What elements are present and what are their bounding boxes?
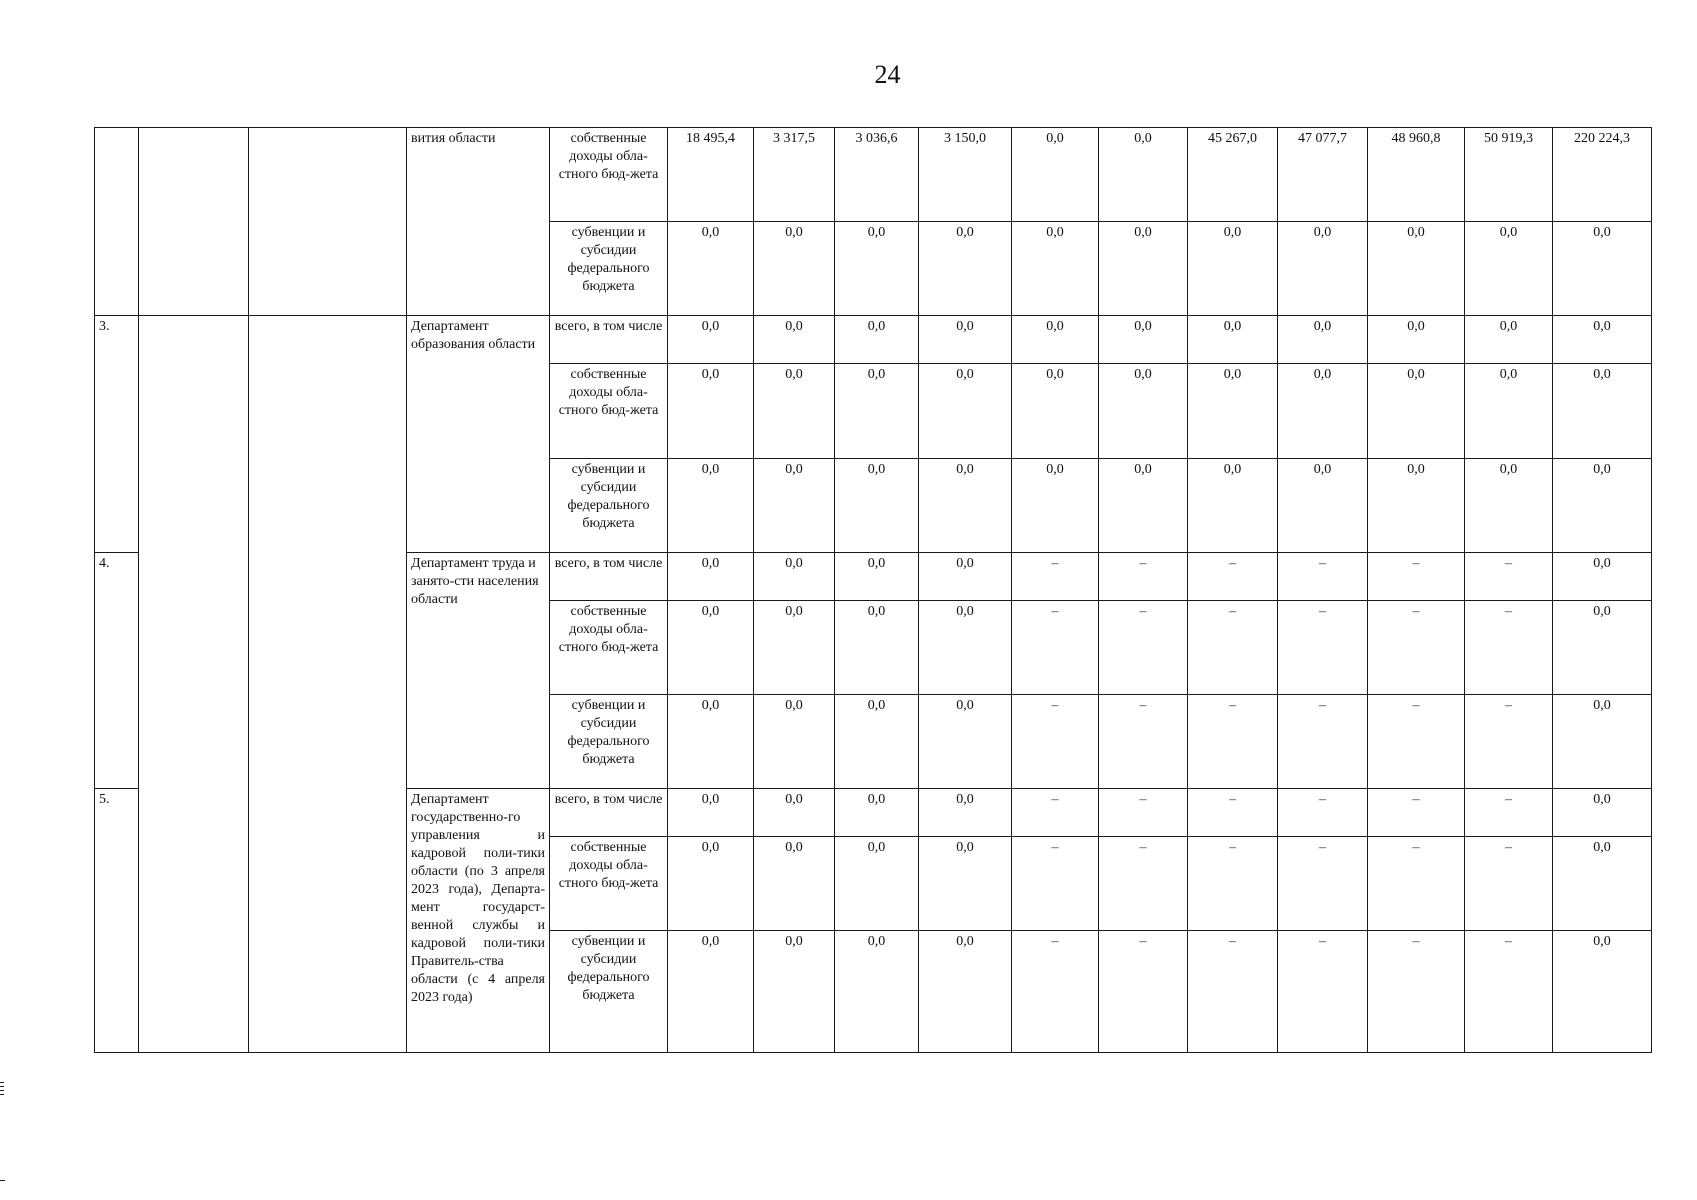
value-cell: 0,0 xyxy=(1368,222,1465,316)
table-row xyxy=(95,316,1652,364)
funding-source: субвенции и субсидии федерального бюджета xyxy=(550,459,668,553)
value-cell: – xyxy=(1368,553,1465,601)
department-name: Департамент труда и занято-сти населения области xyxy=(407,553,550,789)
value-cell: – xyxy=(1012,553,1099,601)
funding-source: собственные доходы обла-стного бюд-жета xyxy=(550,364,668,459)
value-cell: 0,0 xyxy=(754,789,835,837)
department-name: вития области xyxy=(407,128,550,316)
value-cell: 0,0 xyxy=(1012,459,1099,553)
value-cell: 0,0 xyxy=(835,789,919,837)
value-cell: 0,0 xyxy=(1278,222,1368,316)
value-cell: 0,0 xyxy=(1465,316,1553,364)
row-number xyxy=(95,128,139,316)
value-cell: 0,0 xyxy=(835,601,919,695)
scan-margin-marks xyxy=(0,1082,4,1102)
value-cell: – xyxy=(1368,789,1465,837)
value-cell: 0,0 xyxy=(668,695,754,789)
value-cell: 0,0 xyxy=(1099,222,1188,316)
value-cell: 3 036,6 xyxy=(835,128,919,222)
value-cell: 0,0 xyxy=(919,789,1012,837)
value-cell: – xyxy=(1465,931,1553,1053)
value-cell: – xyxy=(1012,931,1099,1053)
value-cell: 0,0 xyxy=(668,316,754,364)
funding-source: собственные доходы обла-стного бюд-жета xyxy=(550,837,668,931)
value-cell: 0,0 xyxy=(835,553,919,601)
value-cell: 0,0 xyxy=(835,931,919,1053)
funding-source: субвенции и субсидии федерального бюджета xyxy=(550,931,668,1053)
value-cell: 0,0 xyxy=(835,837,919,931)
funding-source: собственные доходы обла-стного бюд-жета xyxy=(550,601,668,695)
budget-table xyxy=(94,127,1652,1053)
value-cell: – xyxy=(1099,695,1188,789)
department-name: Департамент государственно-го управления и кадровой поли-тики области (по 3 апреля 2023 года), Департа-мент государст-венной службы и кадровой поли-тики Правитель-ства области (с 4 апреля 2023 года) xyxy=(407,789,550,1053)
value-cell: 0,0 xyxy=(1553,931,1652,1053)
value-cell: 0,0 xyxy=(1553,459,1652,553)
value-cell: 0,0 xyxy=(754,931,835,1053)
value-cell: – xyxy=(1278,789,1368,837)
value-cell: – xyxy=(1465,837,1553,931)
value-cell: 0,0 xyxy=(919,553,1012,601)
row-number: 4. xyxy=(95,553,139,789)
value-cell: 0,0 xyxy=(1099,316,1188,364)
program-cell xyxy=(139,316,249,1053)
value-cell: – xyxy=(1368,931,1465,1053)
value-cell: 0,0 xyxy=(1553,222,1652,316)
value-cell: 0,0 xyxy=(835,695,919,789)
value-cell: 0,0 xyxy=(1012,128,1099,222)
value-cell: 0,0 xyxy=(754,601,835,695)
value-cell: 0,0 xyxy=(835,222,919,316)
funding-source: всего, в том числе xyxy=(550,553,668,601)
value-cell: 0,0 xyxy=(1278,364,1368,459)
value-cell: – xyxy=(1188,553,1278,601)
value-cell: 0,0 xyxy=(1188,364,1278,459)
funding-source: всего, в том числе xyxy=(550,316,668,364)
value-cell: 0,0 xyxy=(1012,316,1099,364)
value-cell: 0,0 xyxy=(1012,222,1099,316)
value-cell: 0,0 xyxy=(1553,695,1652,789)
table-row xyxy=(95,128,1652,222)
value-cell: 0,0 xyxy=(919,837,1012,931)
value-cell: 0,0 xyxy=(1099,128,1188,222)
funding-source: субвенции и субсидии федерального бюджета xyxy=(550,695,668,789)
value-cell: – xyxy=(1099,601,1188,695)
value-cell: 0,0 xyxy=(754,695,835,789)
value-cell: – xyxy=(1012,695,1099,789)
value-cell: 0,0 xyxy=(919,601,1012,695)
value-cell: – xyxy=(1278,553,1368,601)
value-cell: 0,0 xyxy=(1553,364,1652,459)
value-cell: 0,0 xyxy=(1278,316,1368,364)
value-cell: 0,0 xyxy=(1465,459,1553,553)
value-cell: – xyxy=(1188,931,1278,1053)
value-cell: 0,0 xyxy=(919,316,1012,364)
value-cell: 0,0 xyxy=(668,837,754,931)
value-cell: 0,0 xyxy=(754,553,835,601)
value-cell: 18 495,4 xyxy=(668,128,754,222)
value-cell: 45 267,0 xyxy=(1188,128,1278,222)
value-cell: 0,0 xyxy=(919,364,1012,459)
value-cell: – xyxy=(1278,695,1368,789)
value-cell: 0,0 xyxy=(754,222,835,316)
value-cell: 0,0 xyxy=(1368,459,1465,553)
value-cell: 0,0 xyxy=(668,222,754,316)
value-cell: 0,0 xyxy=(1553,316,1652,364)
value-cell: 0,0 xyxy=(754,364,835,459)
value-cell: 47 077,7 xyxy=(1278,128,1368,222)
value-cell: – xyxy=(1188,695,1278,789)
value-cell: – xyxy=(1188,789,1278,837)
value-cell: 0,0 xyxy=(919,931,1012,1053)
value-cell: 0,0 xyxy=(1465,364,1553,459)
value-cell: 0,0 xyxy=(919,459,1012,553)
value-cell: 3 150,0 xyxy=(919,128,1012,222)
value-cell: – xyxy=(1278,931,1368,1053)
value-cell: – xyxy=(1012,789,1099,837)
value-cell: – xyxy=(1099,931,1188,1053)
value-cell: – xyxy=(1465,789,1553,837)
value-cell: – xyxy=(1188,837,1278,931)
value-cell: 0,0 xyxy=(754,316,835,364)
value-cell: – xyxy=(1465,553,1553,601)
value-cell: 0,0 xyxy=(1553,601,1652,695)
value-cell: – xyxy=(1278,837,1368,931)
value-cell: 48 960,8 xyxy=(1368,128,1465,222)
value-cell: 0,0 xyxy=(919,222,1012,316)
value-cell: – xyxy=(1099,789,1188,837)
value-cell: – xyxy=(1278,601,1368,695)
value-cell: – xyxy=(1465,601,1553,695)
value-cell: – xyxy=(1099,837,1188,931)
value-cell: 0,0 xyxy=(835,316,919,364)
value-cell: 0,0 xyxy=(1188,459,1278,553)
value-cell: 3 317,5 xyxy=(754,128,835,222)
value-cell: – xyxy=(1368,695,1465,789)
value-cell: 0,0 xyxy=(668,459,754,553)
value-cell: – xyxy=(1465,695,1553,789)
measure-cell xyxy=(249,316,407,1053)
value-cell: 0,0 xyxy=(1012,364,1099,459)
scan-margin-dash xyxy=(0,1180,5,1181)
value-cell: 0,0 xyxy=(835,364,919,459)
value-cell: – xyxy=(1188,601,1278,695)
value-cell: 0,0 xyxy=(1188,316,1278,364)
value-cell: – xyxy=(1012,837,1099,931)
value-cell: – xyxy=(1368,601,1465,695)
department-name: Департамент образования области xyxy=(407,316,550,553)
value-cell: – xyxy=(1368,837,1465,931)
value-cell: 0,0 xyxy=(668,931,754,1053)
value-cell: – xyxy=(1099,553,1188,601)
value-cell: 0,0 xyxy=(919,695,1012,789)
value-cell: 0,0 xyxy=(1099,459,1188,553)
measure-cell xyxy=(249,128,407,316)
value-cell: 0,0 xyxy=(754,459,835,553)
value-cell: 0,0 xyxy=(1553,553,1652,601)
value-cell: 0,0 xyxy=(835,459,919,553)
value-cell: 50 919,3 xyxy=(1465,128,1553,222)
value-cell: 0,0 xyxy=(668,789,754,837)
program-cell xyxy=(139,128,249,316)
value-cell: 0,0 xyxy=(1188,222,1278,316)
value-cell: 0,0 xyxy=(1553,789,1652,837)
value-cell: 0,0 xyxy=(668,601,754,695)
value-cell: 0,0 xyxy=(668,553,754,601)
value-cell: 220 224,3 xyxy=(1553,128,1652,222)
value-cell: 0,0 xyxy=(1099,364,1188,459)
value-cell: 0,0 xyxy=(1278,459,1368,553)
row-number: 3. xyxy=(95,316,139,553)
value-cell: 0,0 xyxy=(668,364,754,459)
value-cell: 0,0 xyxy=(1465,222,1553,316)
funding-source: субвенции и субсидии федерального бюджета xyxy=(550,222,668,316)
value-cell: 0,0 xyxy=(1368,364,1465,459)
row-number: 5. xyxy=(95,789,139,1053)
value-cell: 0,0 xyxy=(1553,837,1652,931)
funding-source: всего, в том числе xyxy=(550,789,668,837)
value-cell: – xyxy=(1012,601,1099,695)
page-number: 24 xyxy=(874,60,901,89)
value-cell: 0,0 xyxy=(754,837,835,931)
funding-source: собственные доходы обла-стного бюд-жета xyxy=(550,128,668,222)
value-cell: 0,0 xyxy=(1368,316,1465,364)
